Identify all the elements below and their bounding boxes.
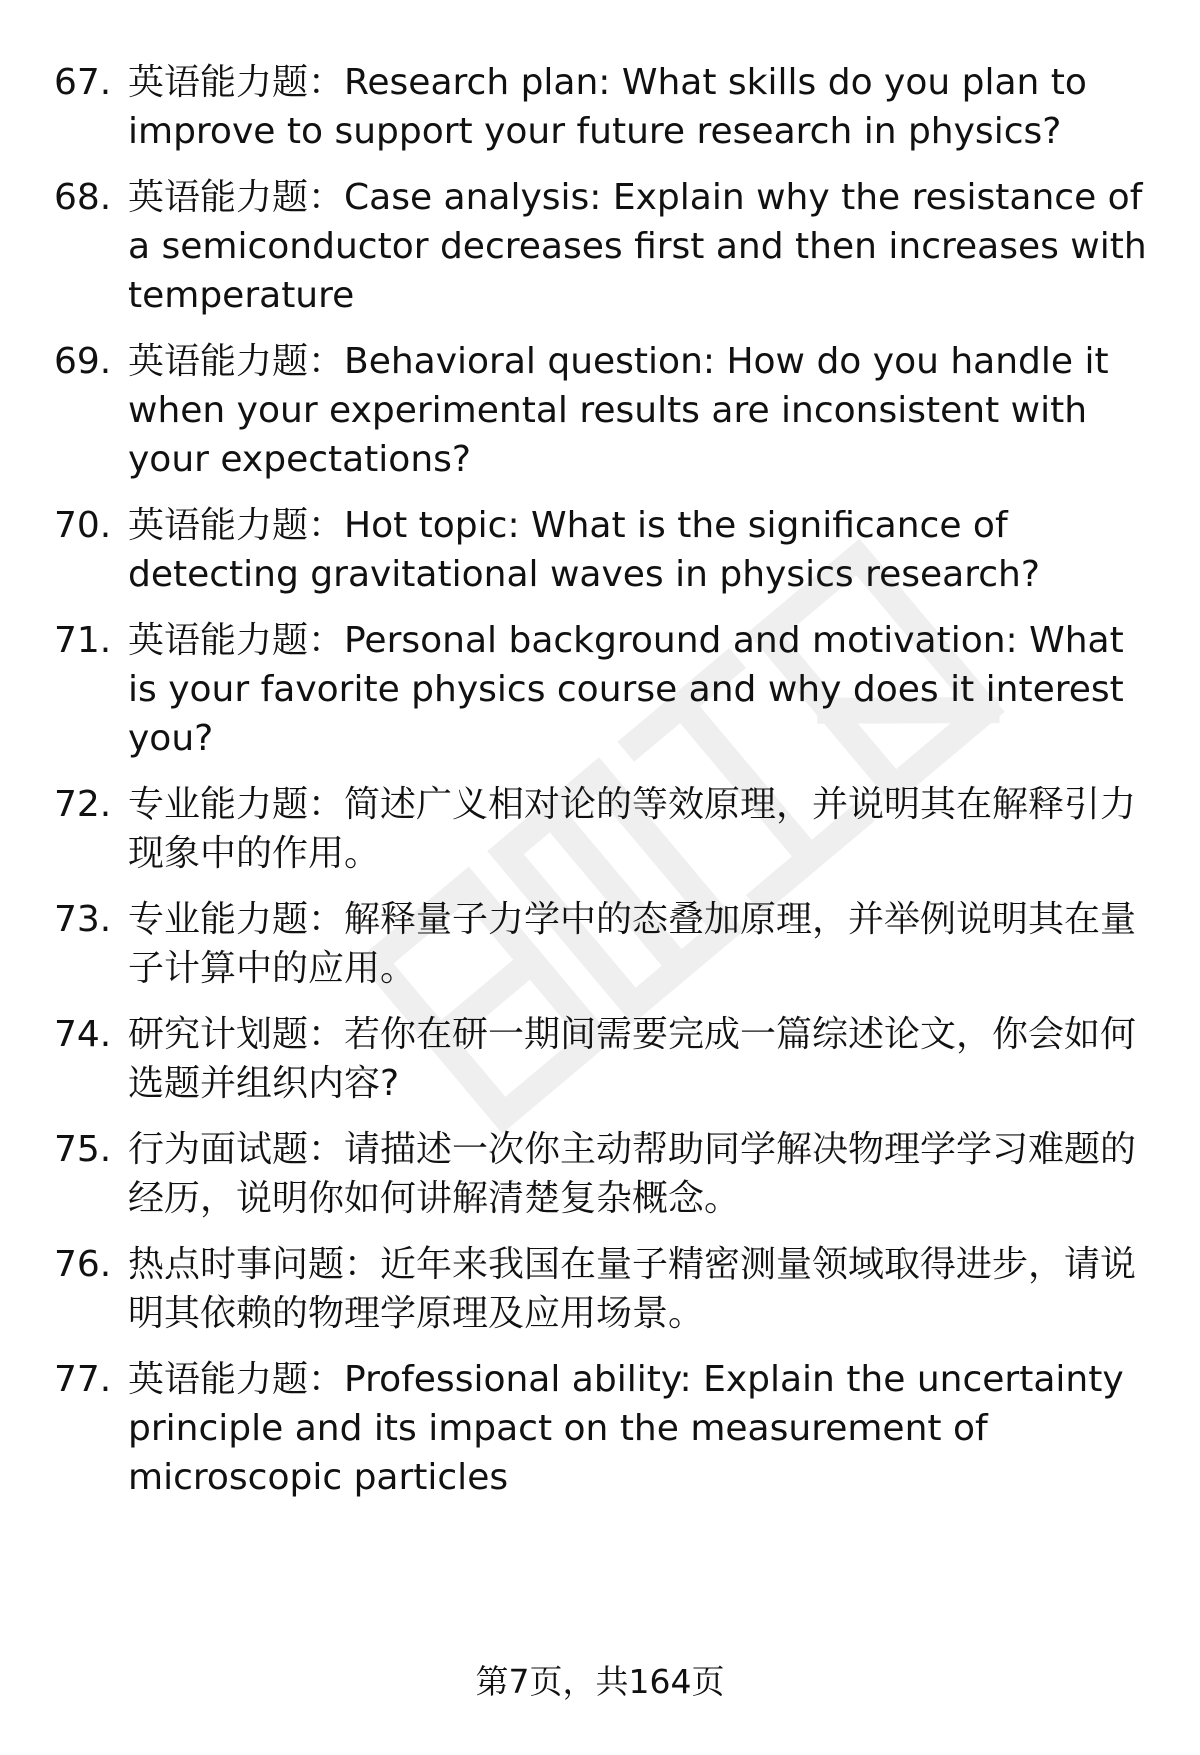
question-item [0, 895, 1200, 993]
question-text: 英语能力题：Hot topic: What is the significance of detecting gravitational waves in physics research? [128, 505, 1040, 595]
page-footer: 第7页，共164页 [475, 1662, 725, 1701]
question-item [0, 58, 1200, 156]
question-list [0, 58, 1200, 1519]
question-text: 行为面试题：请描述一次你主动帮助同学解决物理学学习难题的经历，说明你如何讲解清楚复杂概念。 [128, 1129, 1137, 1219]
question-item [0, 1240, 1200, 1338]
question-number: 73. [54, 899, 112, 940]
question-number: 69. [54, 341, 112, 382]
question-number: 70. [54, 505, 112, 546]
question-item [0, 780, 1200, 878]
question-text: 英语能力题：Professional ability: Explain the uncertainty principle and its impact on the measurement of microscopic particles [128, 1359, 1124, 1498]
question-item [0, 1355, 1200, 1502]
question-number: 71. [54, 620, 112, 661]
question-text: 英语能力题：Personal background and motivation: What is your favorite physics course and why does it interest you? [128, 620, 1124, 759]
question-text: 热点时事问题：近年来我国在量子精密测量领域取得进步，请说明其依赖的物理学原理及应用场景。 [128, 1244, 1137, 1334]
question-text: 英语能力题：Research plan: What skills do you plan to improve to support your future research in physics? [128, 62, 1087, 152]
question-number: 72. [54, 784, 112, 825]
question-number: 77. [54, 1359, 112, 1400]
question-item [0, 616, 1200, 763]
question-number: 74. [54, 1014, 112, 1055]
question-number: 76. [54, 1244, 112, 1285]
question-text: 专业能力题：解释量子力学中的态叠加原理，并举例说明其在量子计算中的应用。 [128, 899, 1137, 989]
question-text: 英语能力题：Case analysis: Explain why the resistance of a semiconductor decreases first and then increases with temperature [128, 177, 1147, 316]
question-number: 68. [54, 177, 112, 218]
question-item [0, 1125, 1200, 1223]
question-text: 专业能力题：简述广义相对论的等效原理，并说明其在解释引力现象中的作用。 [128, 784, 1137, 874]
question-text: 研究计划题：若你在研一期间需要完成一篇综述论文，你会如何选题并组织内容? [128, 1014, 1137, 1104]
question-item [0, 337, 1200, 484]
question-number: 75. [54, 1129, 112, 1170]
question-text: 英语能力题：Behavioral question: How do you handle it when your experimental results are inconsistent with your expectations? [128, 341, 1109, 480]
question-number: 67. [54, 62, 112, 103]
question-item [0, 1010, 1200, 1108]
question-item [0, 501, 1200, 599]
question-item [0, 173, 1200, 320]
